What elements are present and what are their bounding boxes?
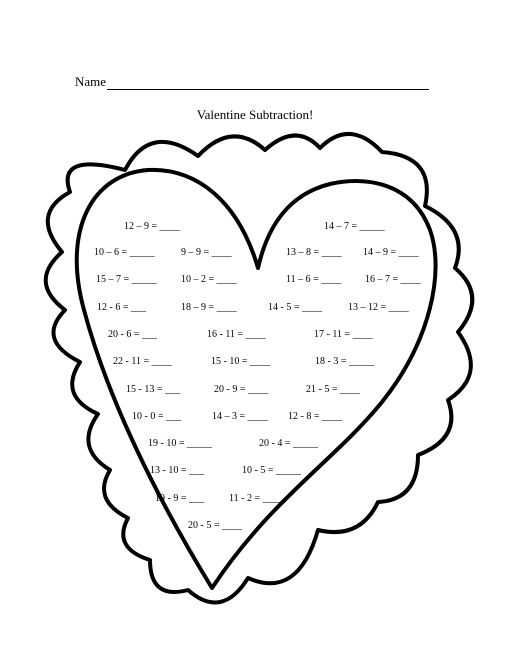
problem-item: 21 - 5 = ____ xyxy=(306,384,360,395)
problem-item: 11 - 2 = ____ xyxy=(229,493,283,504)
problem-item: 22 - 11 = ____ xyxy=(113,356,172,367)
problem-item: 17 - 11 = ____ xyxy=(314,329,373,340)
problem-item: 20 - 4 = _____ xyxy=(259,438,318,449)
problem-item: 10 - 0 = ___ xyxy=(132,411,181,422)
worksheet-title: Valentine Subtraction! xyxy=(196,107,314,122)
problem-item: 18 – 9 = ____ xyxy=(181,302,237,313)
problem-item: 11 – 6 = ____ xyxy=(286,274,342,285)
problem-item: 13 - 10 = ___ xyxy=(150,465,204,476)
problem-item: 20 - 6 = ___ xyxy=(108,329,157,340)
problem-item: 12 - 8 = ____ xyxy=(288,411,342,422)
problem-item: 10 – 6 = _____ xyxy=(94,247,155,258)
problem-item: 14 - 5 = ____ xyxy=(268,302,322,313)
problem-item: 13 – 12 = ____ xyxy=(348,302,409,313)
problem-item: 9 – 9 = ____ xyxy=(181,247,232,258)
scalloped-border xyxy=(46,134,473,603)
problem-item: 18 - 3 = _____ xyxy=(315,356,374,367)
problem-item: 20 - 5 = ____ xyxy=(188,520,242,531)
problem-item: 14 – 7 = _____ xyxy=(324,221,385,232)
name-label: Name xyxy=(75,74,107,89)
problem-item: 12 - 6 = ___ xyxy=(97,302,146,313)
problem-item: 16 - 11 = ____ xyxy=(207,329,266,340)
problem-item: 15 - 13 = ___ xyxy=(126,384,180,395)
problem-item: 19 - 9 = ___ xyxy=(155,493,204,504)
problem-item: 14 – 3 = ____ xyxy=(212,411,268,422)
problem-item: 10 – 2 = ____ xyxy=(181,274,237,285)
problem-item: 16 – 7 = ____ xyxy=(365,274,421,285)
problem-item: 15 - 10 = ____ xyxy=(211,356,270,367)
problem-item: 19 - 10 = _____ xyxy=(148,438,212,449)
problem-item: 15 – 7 = _____ xyxy=(96,274,157,285)
problem-item: 12 – 9 = ____ xyxy=(124,221,180,232)
problem-item: 10 - 5 = _____ xyxy=(242,465,301,476)
problem-item: 13 – 8 = ____ xyxy=(286,247,342,258)
problem-item: 20 - 9 = ____ xyxy=(214,384,268,395)
problem-item: 14 – 9 = ____ xyxy=(363,247,419,258)
